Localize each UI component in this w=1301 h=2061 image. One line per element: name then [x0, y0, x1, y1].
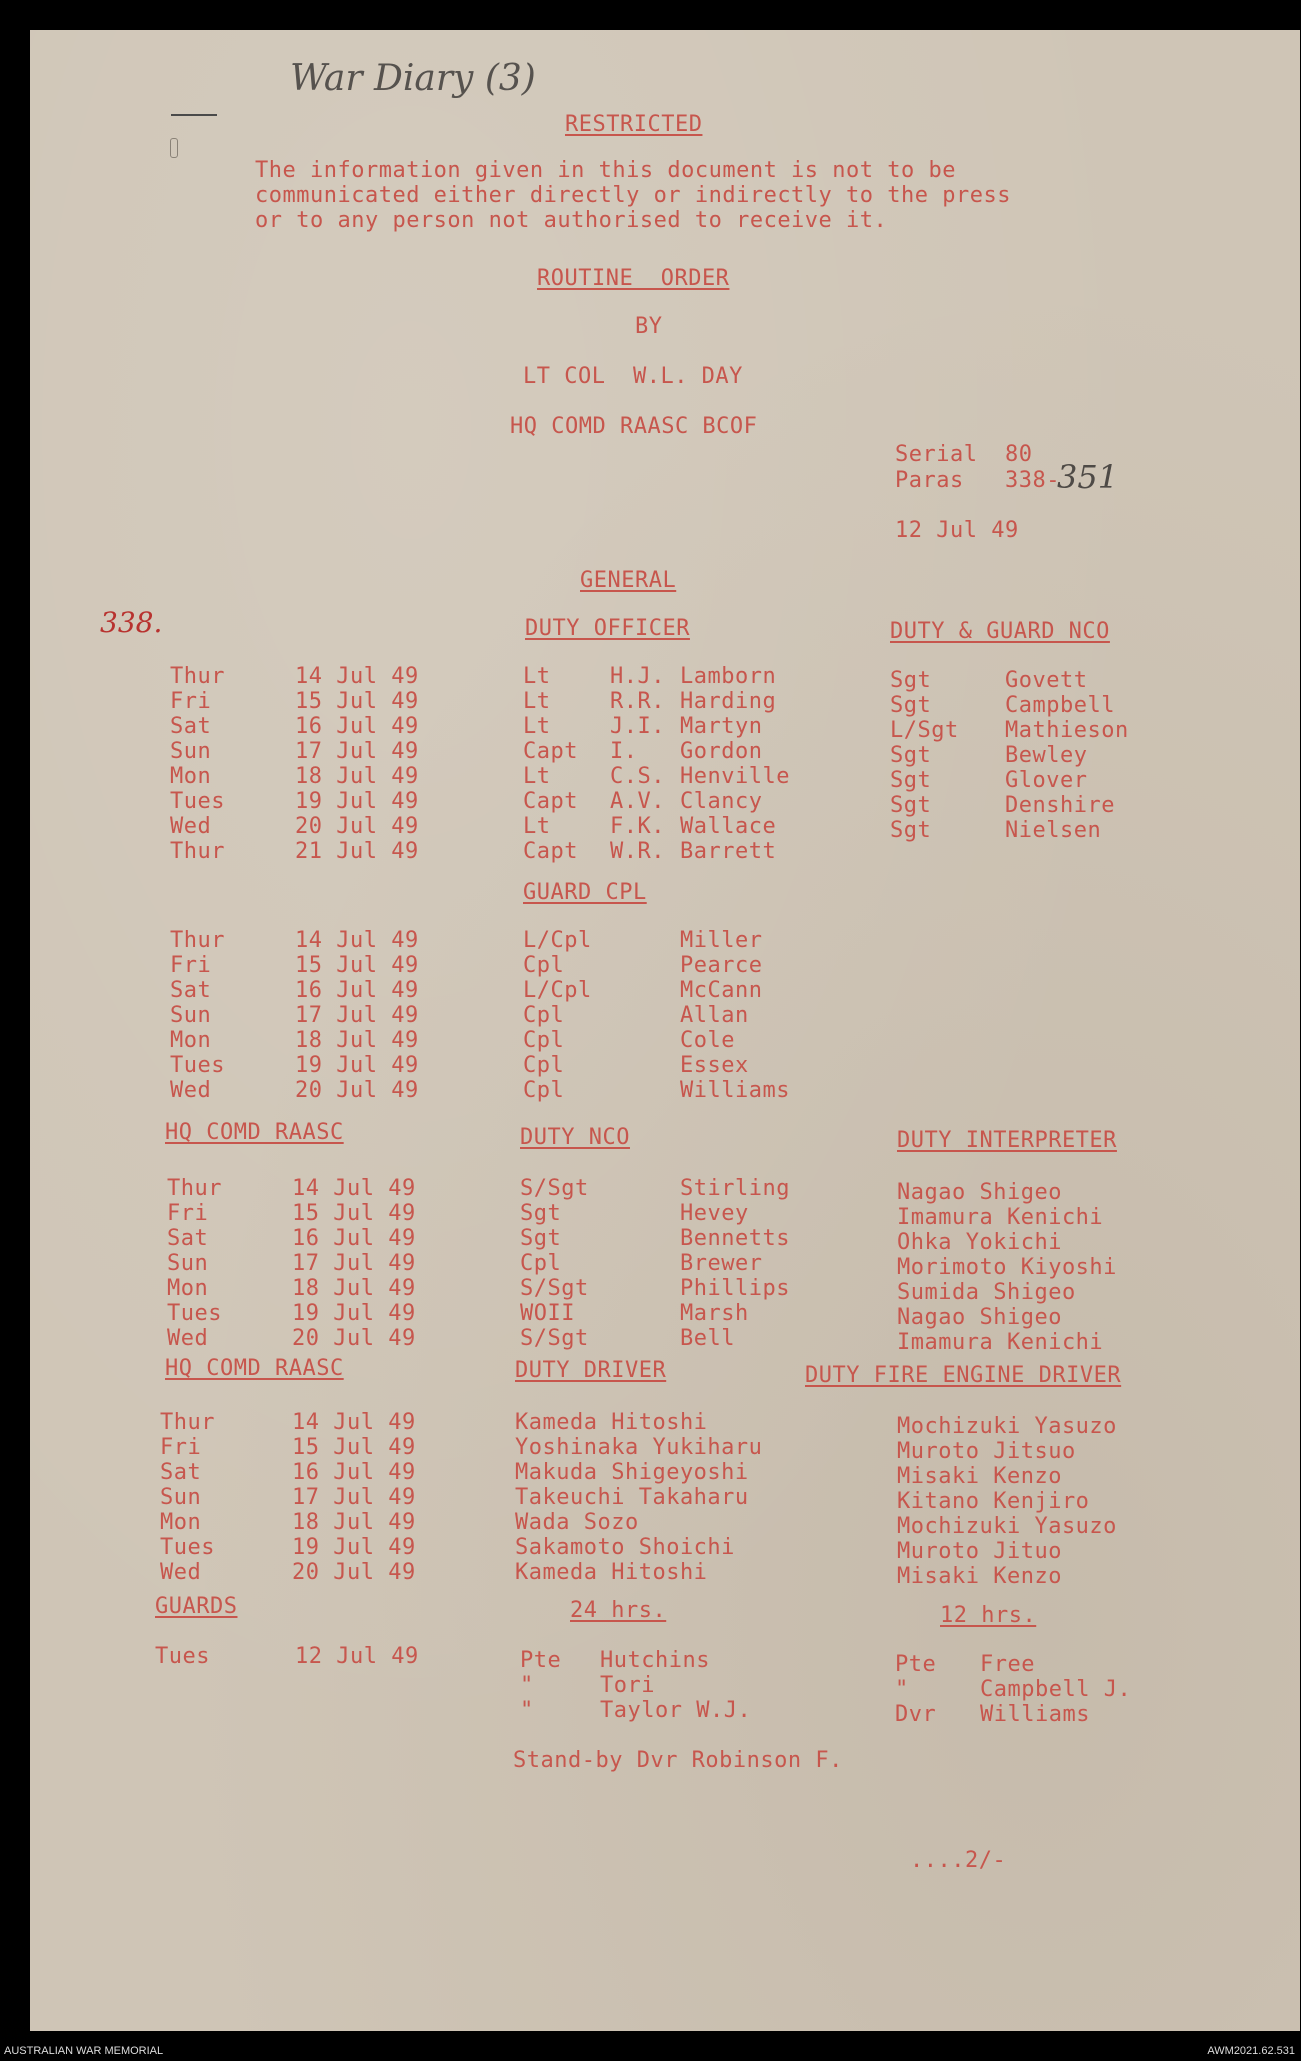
driver-day: Sun	[160, 1485, 202, 1510]
nco-rank: S/Sgt	[520, 1276, 589, 1301]
guard24-rank: "	[520, 1673, 534, 1698]
officer-name: Gordon	[680, 739, 763, 764]
nco-rank: Sgt	[890, 743, 932, 768]
nco-rank: WOII	[520, 1301, 575, 1326]
nco-name: Denshire	[1005, 793, 1115, 818]
guard-day: Thur	[170, 928, 225, 953]
nco-day: Fri	[167, 1201, 209, 1226]
nco-name: Bewley	[1005, 743, 1088, 768]
guard-name: Allan	[680, 1003, 749, 1028]
officer-rank: Capt	[523, 839, 578, 864]
nco-name: Nielsen	[1005, 818, 1102, 843]
driver-date: 18 Jul 49	[292, 1510, 416, 1535]
driver-day: Mon	[160, 1510, 202, 1535]
nco-day: Sun	[167, 1251, 209, 1276]
nco-date: 19 Jul 49	[292, 1301, 416, 1326]
driver-date: 16 Jul 49	[292, 1460, 416, 1485]
guard-rank: L/Cpl	[523, 978, 592, 1003]
notice-line-2: communicated either directly or indirectly to the press	[255, 183, 1011, 208]
driver-day: Wed	[160, 1560, 202, 1585]
guard-rank: Cpl	[523, 953, 565, 978]
nco-rank: Sgt	[890, 818, 932, 843]
guard-name: McCann	[680, 978, 763, 1003]
paras-label: Paras 338-	[895, 468, 1060, 493]
driver-date: 15 Jul 49	[292, 1435, 416, 1460]
driver-date: 20 Jul 49	[292, 1560, 416, 1585]
officer-initials: F.K.	[610, 814, 665, 839]
driver-day: Fri	[160, 1435, 202, 1460]
officer-rank: Capt	[523, 739, 578, 764]
driver-day: Tues	[160, 1535, 215, 1560]
duty-interpreter-heading: DUTY INTERPRETER	[897, 1128, 1117, 1153]
guard-day: Sat	[170, 978, 212, 1003]
duty-date: 16 Jul 49	[295, 714, 419, 739]
officer-name: Wallace	[680, 814, 777, 839]
guard-name: Miller	[680, 928, 763, 953]
officer-initials: J.I.	[610, 714, 665, 739]
officer-initials: R.R.	[610, 689, 665, 714]
duty-date: 21 Jul 49	[295, 839, 419, 864]
guards-day: Tues	[155, 1644, 210, 1669]
nco-name: Bennetts	[680, 1226, 790, 1251]
nco-name: Glover	[1005, 768, 1088, 793]
nco-rank: Cpl	[520, 1251, 562, 1276]
duty-day: Mon	[170, 764, 212, 789]
nco-name: Marsh	[680, 1301, 749, 1326]
handwritten-para-number: 338.	[100, 606, 163, 639]
interpreter-name: Sumida Shigeo	[897, 1280, 1076, 1305]
routine-order-title: ROUTINE ORDER	[537, 266, 730, 291]
driver-name: Kameda Hitoshi	[515, 1410, 708, 1435]
fire-engine-driver-name: Mochizuki Yasuzo	[897, 1414, 1117, 1439]
standby-driver: Stand-by Dvr Robinson F.	[513, 1748, 843, 1773]
guard-day: Sun	[170, 1003, 212, 1028]
fire-engine-driver-name: Muroto Jitsuo	[897, 1439, 1076, 1464]
nco-date: 15 Jul 49	[292, 1201, 416, 1226]
duty-date: 19 Jul 49	[295, 789, 419, 814]
nco-rank: Sgt	[890, 793, 932, 818]
officer-name: Lamborn	[680, 664, 777, 689]
driver-name: Makuda Shigeyoshi	[515, 1460, 749, 1485]
duty-day: Wed	[170, 814, 212, 839]
nco-day: Sat	[167, 1226, 209, 1251]
nco-name: Brewer	[680, 1251, 763, 1276]
nco-rank: Sgt	[890, 693, 932, 718]
guard-day: Fri	[170, 953, 212, 978]
duty-driver-heading: DUTY DRIVER	[515, 1358, 667, 1383]
nco-day: Mon	[167, 1276, 209, 1301]
interpreter-name: Imamura Kenichi	[897, 1330, 1104, 1355]
duty-fire-engine-driver-heading: DUTY FIRE ENGINE DRIVER	[805, 1363, 1122, 1388]
guard-date: 20 Jul 49	[295, 1078, 419, 1103]
guard12-name: Williams	[980, 1702, 1090, 1727]
guard-date: 15 Jul 49	[295, 953, 419, 978]
hq-comd-raasc-heading-2: HQ COMD RAASC	[165, 1356, 344, 1381]
driver-date: 19 Jul 49	[292, 1535, 416, 1560]
footer-credit: AUSTRALIAN WAR MEMORIAL	[4, 2045, 164, 2057]
guards-24hrs-heading: 24 hrs.	[570, 1598, 667, 1623]
fire-engine-driver-name: Kitano Kenjiro	[897, 1489, 1090, 1514]
officer-initials: W.R.	[610, 839, 665, 864]
guards-12hrs-heading: 12 hrs.	[940, 1603, 1037, 1628]
guard-rank: Cpl	[523, 1053, 565, 1078]
officer-name: Clancy	[680, 789, 763, 814]
nco-name: Stirling	[680, 1176, 790, 1201]
interpreter-name: Imamura Kenichi	[897, 1205, 1104, 1230]
guard12-rank: "	[895, 1677, 909, 1702]
driver-date: 14 Jul 49	[292, 1410, 416, 1435]
duty-nco-heading: DUTY NCO	[520, 1125, 630, 1150]
guard-rank: L/Cpl	[523, 928, 592, 953]
duty-day: Sun	[170, 739, 212, 764]
officer-name: Barrett	[680, 839, 777, 864]
driver-date: 17 Jul 49	[292, 1485, 416, 1510]
duty-guard-nco-heading: DUTY & GUARD NCO	[890, 619, 1110, 644]
nco-name: Govett	[1005, 668, 1088, 693]
duty-day: Tues	[170, 789, 225, 814]
guard-name: Williams	[680, 1078, 790, 1103]
guards-heading: GUARDS	[155, 1594, 238, 1619]
guard-date: 18 Jul 49	[295, 1028, 419, 1053]
guard-date: 16 Jul 49	[295, 978, 419, 1003]
handwritten-war-diary: War Diary (3)	[290, 58, 536, 99]
nco-day: Tues	[167, 1301, 222, 1326]
nco-name: Phillips	[680, 1276, 790, 1301]
driver-name: Yoshinaka Yukiharu	[515, 1435, 763, 1460]
guard-date: 17 Jul 49	[295, 1003, 419, 1028]
duty-day: Sat	[170, 714, 212, 739]
officer-name: LT COL W.L. DAY	[523, 364, 743, 389]
guard-name: Cole	[680, 1028, 735, 1053]
officer-initials: H.J.	[610, 664, 665, 689]
notice-line-3: or to any person not authorised to receive it.	[255, 208, 888, 233]
duty-day: Fri	[170, 689, 212, 714]
driver-day: Thur	[160, 1410, 215, 1435]
interpreter-name: Ohka Yokichi	[897, 1230, 1062, 1255]
restricted-heading: RESTRICTED	[565, 112, 703, 137]
officer-initials: A.V.	[610, 789, 665, 814]
unit-name: HQ COMD RAASC BCOF	[510, 414, 758, 439]
guard24-name: Tori	[600, 1673, 655, 1698]
nco-rank: L/Sgt	[890, 718, 959, 743]
nco-rank: Sgt	[520, 1226, 562, 1251]
guards-date: 12 Jul 49	[295, 1644, 419, 1669]
order-date: 12 Jul 49	[895, 518, 1019, 543]
driver-name: Kameda Hitoshi	[515, 1560, 708, 1585]
footer-accession: AWM2021.62.531	[1207, 2045, 1295, 2057]
officer-initials: C.S.	[610, 764, 665, 789]
guard12-name: Free	[980, 1652, 1035, 1677]
guard-rank: Cpl	[523, 1078, 565, 1103]
nco-rank: S/Sgt	[520, 1176, 589, 1201]
duty-officer-heading: DUTY OFFICER	[525, 616, 690, 641]
officer-rank: Lt	[523, 764, 551, 789]
nco-name: Campbell	[1005, 693, 1115, 718]
officer-rank: Lt	[523, 714, 551, 739]
general-heading: GENERAL	[580, 568, 677, 593]
officer-name: Harding	[680, 689, 777, 714]
hq-comd-raasc-heading-1: HQ COMD RAASC	[165, 1120, 344, 1145]
nco-day: Wed	[167, 1326, 209, 1351]
guard-rank: Cpl	[523, 1028, 565, 1053]
fire-engine-driver-name: Misaki Kenzo	[897, 1464, 1062, 1489]
fire-engine-driver-name: Mochizuki Yasuzo	[897, 1514, 1117, 1539]
interpreter-name: Nagao Shigeo	[897, 1180, 1062, 1205]
guard-date: 19 Jul 49	[295, 1053, 419, 1078]
pencil-mark	[171, 114, 217, 116]
guard-name: Essex	[680, 1053, 749, 1078]
nco-date: 17 Jul 49	[292, 1251, 416, 1276]
serial-label: Serial 80	[895, 442, 1033, 467]
duty-day: Thur	[170, 664, 225, 689]
nco-rank: Sgt	[890, 768, 932, 793]
officer-initials: I.	[610, 739, 638, 764]
guard12-rank: Pte	[895, 1652, 937, 1677]
nco-date: 18 Jul 49	[292, 1276, 416, 1301]
guard12-name: Campbell J.	[980, 1677, 1132, 1702]
driver-day: Sat	[160, 1460, 202, 1485]
fire-engine-driver-name: Misaki Kenzo	[897, 1564, 1062, 1589]
nco-name: Bell	[680, 1326, 735, 1351]
guard-cpl-heading: GUARD CPL	[523, 880, 647, 905]
handwritten-paras-suffix: 351	[1057, 458, 1119, 496]
guard24-name: Hutchins	[600, 1648, 710, 1673]
duty-date: 14 Jul 49	[295, 664, 419, 689]
nco-name: Hevey	[680, 1201, 749, 1226]
guard-date: 14 Jul 49	[295, 928, 419, 953]
nco-rank: S/Sgt	[520, 1326, 589, 1351]
guard-day: Mon	[170, 1028, 212, 1053]
guard24-rank: Pte	[520, 1648, 562, 1673]
driver-name: Wada Sozo	[515, 1510, 639, 1535]
guard12-rank: Dvr	[895, 1702, 937, 1727]
officer-name: Martyn	[680, 714, 763, 739]
officer-name: Henville	[680, 764, 790, 789]
staple-hole	[170, 138, 178, 158]
guard-rank: Cpl	[523, 1003, 565, 1028]
nco-date: 14 Jul 49	[292, 1176, 416, 1201]
page-continuation: ....2/-	[910, 1848, 1007, 1873]
driver-name: Sakamoto Shoichi	[515, 1535, 735, 1560]
driver-name: Takeuchi Takaharu	[515, 1485, 749, 1510]
nco-rank: Sgt	[890, 668, 932, 693]
guard-name: Pearce	[680, 953, 763, 978]
officer-rank: Capt	[523, 789, 578, 814]
nco-date: 20 Jul 49	[292, 1326, 416, 1351]
nco-day: Thur	[167, 1176, 222, 1201]
by-label: BY	[635, 314, 663, 339]
duty-date: 18 Jul 49	[295, 764, 419, 789]
guard24-name: Taylor W.J.	[600, 1698, 752, 1723]
officer-rank: Lt	[523, 814, 551, 839]
nco-name: Mathieson	[1005, 718, 1129, 743]
duty-date: 15 Jul 49	[295, 689, 419, 714]
officer-rank: Lt	[523, 664, 551, 689]
guard-day: Wed	[170, 1078, 212, 1103]
duty-date: 17 Jul 49	[295, 739, 419, 764]
guard24-rank: "	[520, 1698, 534, 1723]
officer-rank: Lt	[523, 689, 551, 714]
fire-engine-driver-name: Muroto Jituo	[897, 1539, 1062, 1564]
duty-day: Thur	[170, 839, 225, 864]
interpreter-name: Morimoto Kiyoshi	[897, 1255, 1117, 1280]
nco-date: 16 Jul 49	[292, 1226, 416, 1251]
notice-line-1: The information given in this document is not to be	[255, 158, 957, 183]
nco-rank: Sgt	[520, 1201, 562, 1226]
duty-date: 20 Jul 49	[295, 814, 419, 839]
document-page	[30, 30, 1300, 2031]
guard-day: Tues	[170, 1053, 225, 1078]
interpreter-name: Nagao Shigeo	[897, 1305, 1062, 1330]
